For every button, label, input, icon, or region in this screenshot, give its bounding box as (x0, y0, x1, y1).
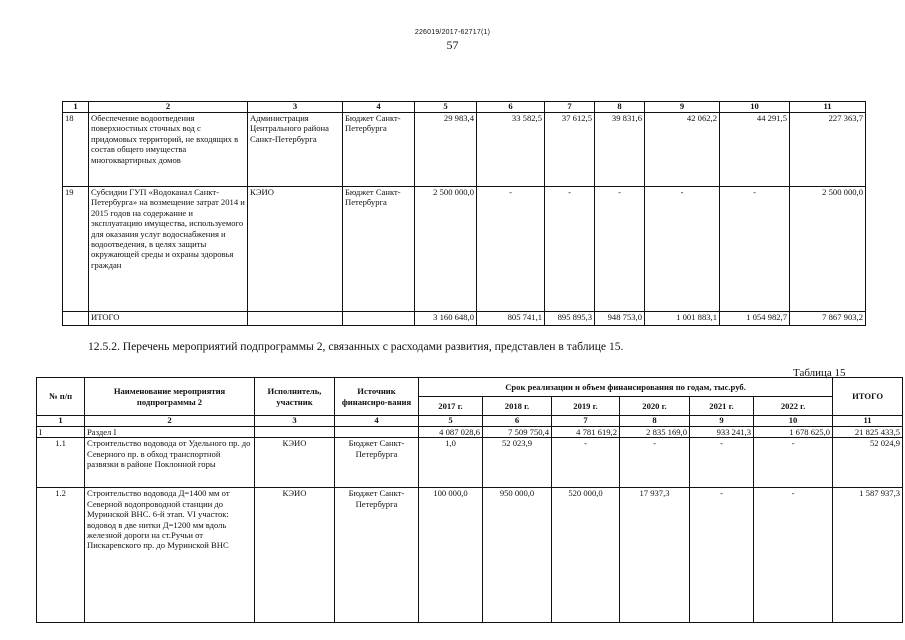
table-row (37, 488, 903, 623)
funding-source (343, 312, 415, 326)
total-2020: 948 753,0 (595, 312, 645, 326)
value-2020: 17 937,3 (620, 488, 690, 623)
header-year: 2019 г. (552, 397, 620, 416)
row-number: 1.2 (37, 488, 85, 623)
value-2017: 4 087 028,6 (419, 427, 483, 438)
executor: КЭИО (248, 187, 343, 312)
table-row (37, 438, 903, 488)
section-label: Раздел I (85, 427, 255, 438)
header-executor: Исполнитель, участник (255, 378, 335, 416)
col-num: 8 (595, 102, 645, 113)
column-number-row (37, 416, 903, 427)
col-num: 7 (552, 416, 620, 427)
value-2020: - (620, 438, 690, 488)
total-2017: 3 160 648,0 (415, 312, 477, 326)
value-2018: 33 582,5 (477, 113, 545, 187)
col-num: 5 (419, 416, 483, 427)
value-2019: 520 000,0 (552, 488, 620, 623)
executor: КЭИО (255, 488, 335, 623)
value-2021: 933 241,3 (690, 427, 754, 438)
value-2017: 100 000,0 (419, 488, 483, 623)
col-num: 11 (833, 416, 903, 427)
col-num: 6 (477, 102, 545, 113)
total-2021: 1 001 883,1 (645, 312, 720, 326)
measure-name: Субсидии ГУП «Водоканал Санкт-Петербурга» на возмещение затрат 2014 и 2015 годов на содержание и эксплуатацию имущества, используемого для оказания услуг водоснабжения и водоотведения, в целях защиты окружающей среды и охраны здоровья граждан (89, 187, 248, 312)
value-2022: - (720, 187, 790, 312)
col-num: 3 (255, 416, 335, 427)
col-num: 1 (63, 102, 89, 113)
row-number: 19 (63, 187, 89, 312)
total-label: ИТОГО (89, 312, 248, 326)
executor (255, 427, 335, 438)
measures-table-continued (62, 101, 866, 326)
row-number: I (37, 427, 85, 438)
value-2019: 37 612,5 (545, 113, 595, 187)
value-2019: 4 781 619,2 (552, 427, 620, 438)
table-caption: Таблица 15 (793, 367, 846, 379)
value-2018: 52 023,9 (483, 438, 552, 488)
funding-source: Бюджет Санкт-Петербурга (335, 488, 419, 623)
value-total: 1 587 937,3 (833, 488, 903, 623)
header-year: 2022 г. (754, 397, 833, 416)
executor: КЭИО (255, 438, 335, 488)
col-num: 5 (415, 102, 477, 113)
header-row (37, 378, 903, 397)
col-num: 2 (89, 102, 248, 113)
header-num: № п/п (37, 378, 85, 416)
header-year: 2017 г. (419, 397, 483, 416)
value-2018: - (477, 187, 545, 312)
col-num: 4 (335, 416, 419, 427)
measure-name: Строительство водовода от Удельного пр. до Северного пр. в обход транспортной развязки в районе Поклонной горы (85, 438, 255, 488)
col-num: 6 (483, 416, 552, 427)
value-2022: 1 678 625,0 (754, 427, 833, 438)
value-total: 2 500 000,0 (790, 187, 866, 312)
row-number (63, 312, 89, 326)
col-num: 4 (343, 102, 415, 113)
row-number: 18 (63, 113, 89, 187)
value-2022: - (754, 488, 833, 623)
table-row (63, 113, 866, 187)
value-2022: 44 291,5 (720, 113, 790, 187)
funding-source: Бюджет Санкт-Петербурга (343, 187, 415, 312)
header-total: ИТОГО (833, 378, 903, 416)
col-num: 7 (545, 102, 595, 113)
funding-source: Бюджет Санкт-Петербурга (335, 438, 419, 488)
column-number-row (63, 102, 866, 113)
header-year: 2018 г. (483, 397, 552, 416)
col-num: 1 (37, 416, 85, 427)
value-total: 52 024,9 (833, 438, 903, 488)
header-period: Срок реализации и объем финансирования по годам, тыс.руб. (419, 378, 833, 397)
measures-table-15 (36, 377, 903, 623)
value-2018: 7 509 750,4 (483, 427, 552, 438)
value-2017: 29 983,4 (415, 113, 477, 187)
total-2019: 895 895,3 (545, 312, 595, 326)
value-2021: - (690, 488, 754, 623)
table-row (63, 187, 866, 312)
grand-total: 7 867 903,2 (790, 312, 866, 326)
value-2021: - (645, 187, 720, 312)
header-year: 2020 г. (620, 397, 690, 416)
row-number: 1.1 (37, 438, 85, 488)
total-2018: 805 741,1 (477, 312, 545, 326)
measure-name: Обеспечение водоотведения поверхностных сточных вод с придомовых территорий, не входящих в состав общего имущества многоквартирных домов (89, 113, 248, 187)
col-num: 8 (620, 416, 690, 427)
executor: Администрация Центрального района Санкт-Петербурга (248, 113, 343, 187)
total-2022: 1 054 982,7 (720, 312, 790, 326)
funding-source: Бюджет Санкт-Петербурга (343, 113, 415, 187)
document-number: 226019/2017-62717(1) (414, 29, 491, 36)
value-total: 227 363,7 (790, 113, 866, 187)
col-num: 10 (754, 416, 833, 427)
header-year: 2021 г. (690, 397, 754, 416)
section-paragraph: 12.5.2. Перечень мероприятий подпрограммы 2, связанных с расходами развития, представлен в таблице 15. (88, 340, 624, 353)
value-2020: 39 831,6 (595, 113, 645, 187)
value-2018: 950 000,0 (483, 488, 552, 623)
col-num: 9 (645, 102, 720, 113)
header-name: Наименование мероприятия подпрограммы 2 (85, 378, 255, 416)
value-2021: 42 062,2 (645, 113, 720, 187)
header-source: Источник финансиро-вания (335, 378, 419, 416)
value-2020: 2 835 169,0 (620, 427, 690, 438)
value-2022: - (754, 438, 833, 488)
value-2017: 1,0 (419, 438, 483, 488)
value-2020: - (595, 187, 645, 312)
value-2021: - (690, 438, 754, 488)
value-2017: 2 500 000,0 (415, 187, 477, 312)
col-num: 2 (85, 416, 255, 427)
col-num: 11 (790, 102, 866, 113)
col-num: 10 (720, 102, 790, 113)
executor (248, 312, 343, 326)
funding-source (335, 427, 419, 438)
total-row (63, 312, 866, 326)
value-total: 21 825 433,5 (833, 427, 903, 438)
col-num: 9 (690, 416, 754, 427)
section-row (37, 427, 903, 438)
col-num: 3 (248, 102, 343, 113)
value-2019: - (552, 438, 620, 488)
page-number: 57 (446, 38, 459, 52)
measure-name: Строительство водовода Д=1400 мм от Северной водопроводной станции до Муринской ВНС. 6-й этап. VI участок: водовод в две нитки Д=1200 мм вдоль железной дороги на ст.Ручьи от Пискаревского пр. до Муринской ВНС (85, 488, 255, 623)
value-2019: - (545, 187, 595, 312)
